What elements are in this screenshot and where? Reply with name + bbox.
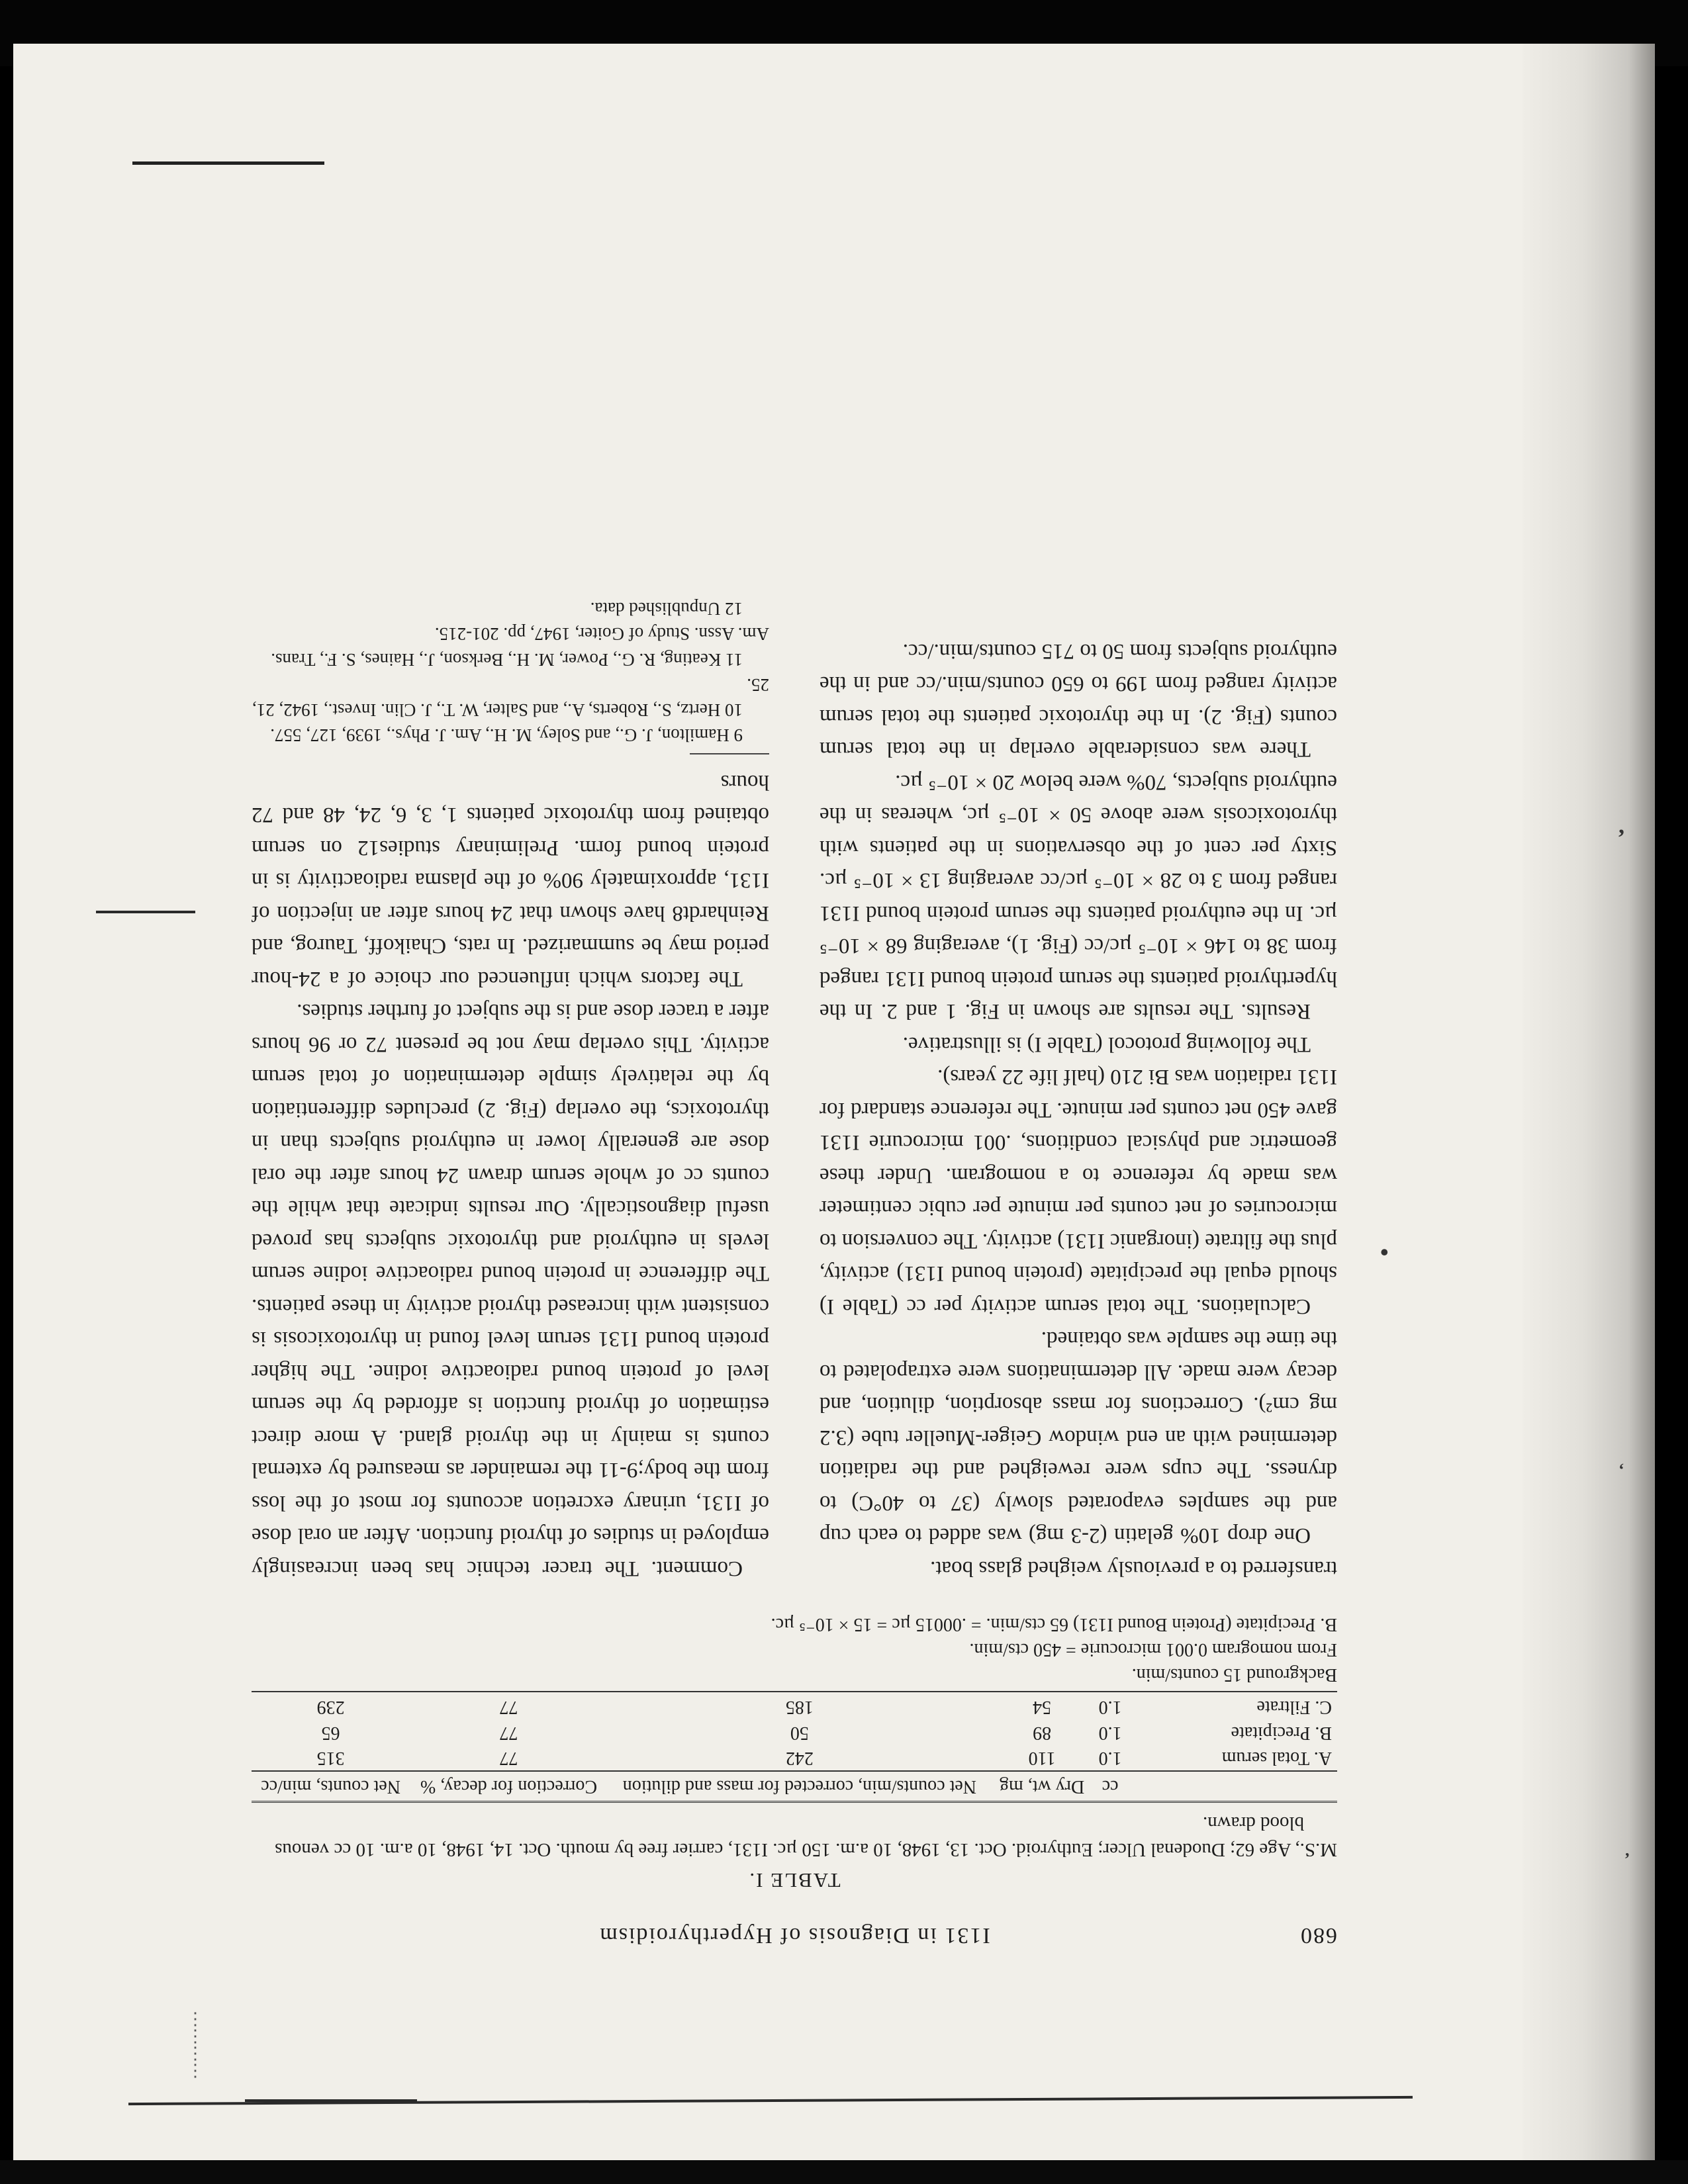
table-cell: A. Total serum [1221,1747,1332,1768]
table-header-cell [1128,1771,1337,1802]
margin-rule [96,911,195,913]
footnote: 11 Keating, R. G., Power, M. H., Berkson, J., Haines, S. F., Trans. Am. Assn. Study of Goiter, 1947, pp. 201-215. [271,624,769,670]
body-paragraph: One drop 10% gelatin (2-3 mg) was added to each cup and the samples evaporated slowly (37 to 40°C) to dryness. The cups were reweighed and the radiation determined with an end window Geiger-Mueller tube (3.2 mg cm²). Corrections for mass absorption, dilution, and decay were made. All determinations were extrapolated to the time the sample was obtained. [820,1327,1337,1548]
body-paragraph: There was considerable overlap in the total serum counts (Fig. 2). In the thyrotoxic patients the total serum activity ranged from 199 to 650 counts/min./cc and in the euthyroid subjects from 50 to 715 counts/min./cc. [820,639,1337,762]
table-cell: B. Precipitate [1231,1722,1332,1743]
table-cell: 1.0 [1092,1692,1128,1719]
table-cell: 65 [321,1722,340,1743]
table-cell: 110 [1028,1747,1056,1768]
table-cell: 77 [499,1747,518,1768]
table-cell: 77 [410,1692,608,1719]
table-header-cell: Dry wt, mg [992,1771,1092,1802]
table-row [252,1692,1337,1719]
table-cell: 1.0 [1098,1722,1122,1743]
table-cell: 54 [992,1692,1092,1719]
table-cell: 50 [790,1722,809,1743]
body-paragraph: Calculations. The total serum activity per cc (Table I) should equal the precipitate (protein bound I131) activity, plus the filtrate (inorganic I131) activity. The conversion to microcuries of net counts per minute per cubic centimeter was made by reference to a nomogram. Under these geometric and physical conditions, .001 microcurie I131 gave 450 net counts per minute. The reference standard for I131 radiation was Bi 210 (half life 22 years). [819,1065,1337,1318]
table-note: B. Precipitate (Protein Bound I131) 65 cts/min. = .00015 µc = 15 × 10⁻⁵ µc. [771,1614,1337,1635]
body-paragraph: Comment. The tracer technic has been increasingly employed in studies of thyroid function. After an oral dose of I131, urinary excretion accounts for most of the loss from the body;9-11 the remainder as measured by external counts is mainly in the thyroid gland. A more direct estimation of thyroid function is afforded by the serum level of protein bound radioactive iodine. The higher protein bound I131 serum level found in thyrotoxicosis is consistent with increased thyroid activity in these patients. The difference in protein bound radioactive iodine serum levels in euthyroid and thyrotoxic subjects has proved useful diagnostically. Our results indicate that while the counts cc of whole serum drawn 24 hours after the oral dose are generally lower in euthyroid subjects than in thyrotoxics, the overlap (Fig. 2) precludes differentiation by the relatively simple determination of total serum activity. This overlap may not be present 72 or 96 hours after a tracer dose and is the subject of further studies. [252,999,769,1580]
table-header-row [252,1771,1337,1802]
footnote: 12 Unpublished data. [590,598,743,619]
table-cell: 1.0 [1098,1747,1122,1768]
table-notes [252,1612,1337,1686]
table-title: TABLE I. [748,1869,841,1892]
body-paragraph: The following protocol (Table I) is illustrative. [902,1032,1311,1056]
page-edge-shadow [1523,44,1655,2184]
margin-mark: ⋮ ⋮ ⋮ ⋮ [187,2009,204,2080]
scan-speck: • [1380,1239,1389,1265]
table-header-cell: Net counts, min/cc [252,1771,410,1802]
running-title: I131 in Diagnosis of Hyperthyroidism [598,1923,990,1948]
printed-page-upside-down [252,126,1337,1952]
table-cell: 185 [608,1692,992,1719]
data-table [252,1691,1337,1803]
table-caption: M.S., Age 62; Duodenal Ulcer; Euthyroid. Oct. 13, 1948, 10 a.m. 150 µc. I131, carrier free by mouth. Oct. 14, 1948, 10 a.m. 10 cc venous blood drawn. [275,1812,1337,1861]
table-cell: 315 [316,1747,345,1768]
table-cell: 239 [252,1692,410,1719]
footnote-divider [690,754,769,755]
table-note: From nomogram 0.001 microcurie = 450 cts/min. [969,1639,1337,1660]
table-cell: 242 [785,1747,814,1768]
table-row [252,1745,1337,1771]
table-header-cell: Correction for decay, % [410,1771,608,1802]
table-header-cell: cc [1092,1771,1128,1802]
scan-speck: , [1618,812,1624,839]
scanner-shadow-bottom [0,2160,1688,2184]
scan-speck: ʻ [1618,1460,1624,1479]
table-note: Background 15 counts/min. [1131,1664,1337,1685]
footnote: 9 Hamilton, J. G., and Soley, M. H., Am. J. Phys., 1939, 127, 557. [270,725,743,746]
table-cell: 77 [499,1722,518,1743]
right-column [252,596,769,1584]
margin-rule [245,2099,417,2102]
footnote: 10 Hertz, S., Roberts, A., and Salter, W. T., J. Clin. Invest., 1942, 21, 25. [252,674,769,721]
running-head [252,1915,1337,1952]
scan-speck: , [1625,1841,1630,1860]
body-paragraph: Results. The results are shown in Fig. 1 and 2. In the hyperthyroid patients the serum protein bound I131 ranged from 38 to 146 × 10⁻⁵ µc/cc (Fig. 1), averaging 68 × 10⁻⁵ µc. In the euthyroid patients the serum protein bound I131 ranged from 3 to 28 × 10⁻⁵ µc/cc averaging 13 × 10⁻⁵ µc. Sixty per cent of the observations in the patients with thyrotoxicosis were above 50 × 10⁻⁵ µc, whereas in the euthyroid subjects, 70% were below 20 × 10⁻⁵ µc. [820,770,1337,1024]
left-column [820,635,1337,1585]
body-paragraph: The factors which influenced our choice of a 24-hour period may be summarized. In rats, Chaikoff, Taurog, and Reinhardt8 have shown that 24 hours after an injection of I131, approximately 90% of the plasma radioactivity is in protein bound form. Preliminary studies12 on serum obtained from thyrotoxic patients 1, 3, 6, 24, 48 and 72 hours [252,770,769,991]
body-paragraph: transferred to a previously weighed glass boat. [930,1557,1337,1580]
table-row [252,1719,1337,1745]
table-1 [252,1612,1337,1895]
body-columns [252,128,1337,1584]
table-header-cell: Net counts/min, corrected for mass and dilution [608,1771,992,1802]
page-number: 680 [1299,1923,1337,1948]
table-cell: C. Filtrate [1128,1692,1337,1719]
table-cell: 89 [1033,1722,1052,1743]
